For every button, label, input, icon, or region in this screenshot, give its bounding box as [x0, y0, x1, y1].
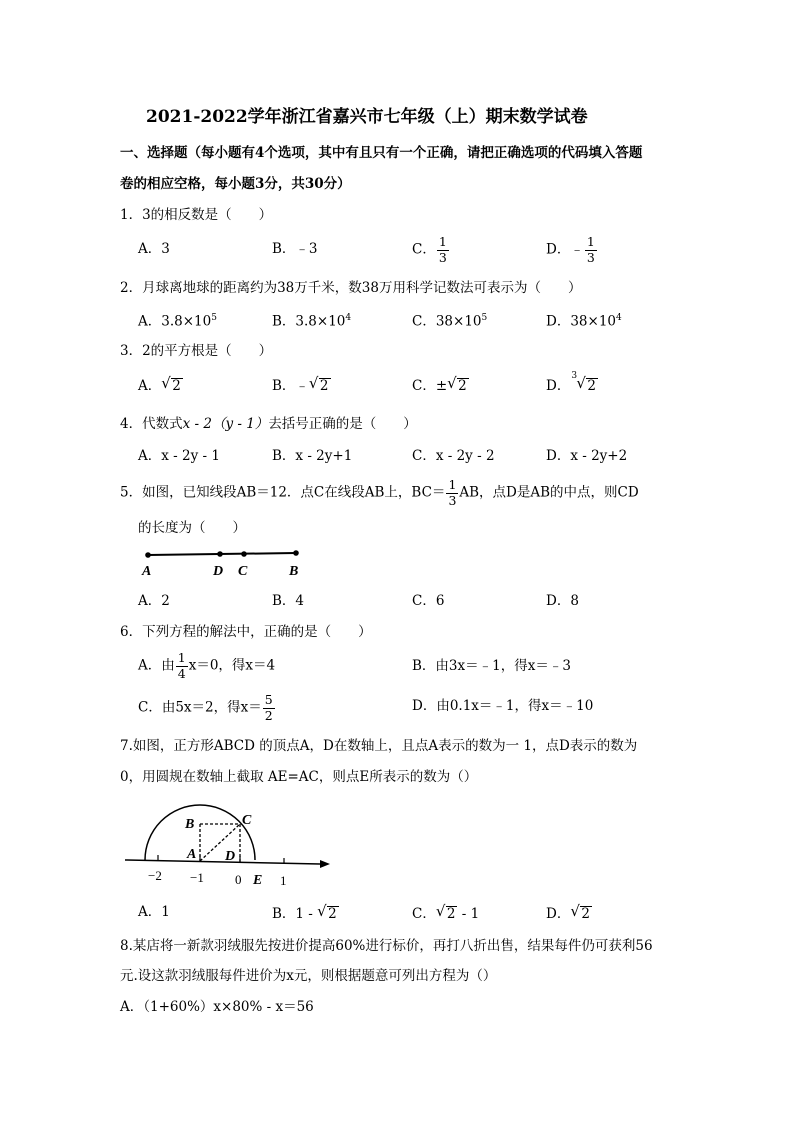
point-c	[241, 551, 247, 557]
q2-option-c	[412, 314, 487, 329]
q3-option-a-label: A．	[138, 378, 162, 394]
question-2-stem: 2．月球离地球的距离约为38万千米，数38万用科学记数法可表示为（ ）	[120, 280, 582, 296]
fraction-denominator: 3	[586, 249, 595, 265]
fraction-denominator: 2	[264, 707, 273, 723]
q6-option-a-suffix: x＝0，得x＝4	[188, 657, 276, 674]
q1-option-c	[412, 236, 450, 264]
label-c: C	[242, 813, 252, 828]
q7-option-c	[412, 902, 480, 922]
fraction-numerator: 1	[438, 234, 447, 249]
q3-option-c-label: C．±	[412, 378, 448, 394]
radicand: 2	[587, 378, 596, 394]
fraction-numerator: 1	[586, 234, 595, 249]
point-b	[293, 550, 299, 556]
sqrt-symbol	[435, 902, 458, 922]
q5-option-c: C．6	[412, 593, 445, 609]
question-6-stem: 6．下列方程的解法中，正确的是（ ）	[120, 624, 372, 640]
point-a	[145, 552, 151, 558]
label-a: A	[142, 564, 152, 579]
q3-option-c	[412, 374, 469, 394]
fraction-numerator: 1	[448, 477, 457, 492]
sqrt-symbol	[570, 902, 592, 922]
q7-option-c-suffix: - 1	[457, 906, 480, 922]
fraction-numerator: 5	[264, 692, 273, 707]
q4-stem-prefix: 4．代数式	[120, 416, 183, 432]
point-d	[217, 551, 223, 557]
q8-option-a: A．（1+60%）x×80% - x＝56	[120, 999, 314, 1015]
q6-option-c-prefix: C．由5x＝2，得x＝	[138, 699, 262, 716]
q4-stem-suffix: 去括号正确的是（ ）	[268, 416, 417, 432]
radical-sign: √	[576, 374, 586, 392]
q5-option-a: A．2	[138, 593, 170, 609]
fraction-denominator: 3	[438, 249, 447, 265]
fraction-denominator: 3	[448, 492, 457, 508]
section-heading-line2: 卷的相应空格，每小题3分，共30分）	[120, 176, 351, 192]
sqrt-symbol	[161, 374, 183, 394]
label-e: E	[253, 873, 263, 888]
q6-option-c	[138, 694, 276, 722]
q2-option-a-text: A．3.8×10	[138, 313, 212, 330]
radical-sign: √	[435, 902, 446, 920]
q5-option-d: D．8	[546, 593, 579, 609]
q4-expression: x - 2（y - 1）	[182, 416, 269, 432]
q7-option-a: A．1	[138, 904, 170, 920]
label-c: C	[238, 564, 248, 579]
q5-option-b: B．4	[272, 593, 305, 609]
q5-fraction	[446, 479, 458, 507]
question-5-stem-line2: 的长度为（ ）	[138, 520, 246, 536]
radicand: 2	[328, 906, 337, 922]
q3-option-b	[272, 374, 331, 394]
q1-option-b: B．﹣3	[272, 241, 318, 257]
q7-option-d	[546, 902, 592, 922]
q7-option-b	[272, 902, 339, 922]
q6-option-a-prefix: A．由	[138, 657, 175, 674]
q6-option-d: D．由0.1x＝﹣1，得x＝﹣10	[412, 698, 594, 714]
q7-option-c-label: C．	[412, 906, 436, 922]
radical-sign: √	[570, 902, 580, 920]
question-7-line2: 0，用圆规在数轴上截取 AE=AC，则点E所表示的数为（）	[120, 769, 478, 785]
q4-option-c: C．x - 2y - 2	[412, 448, 495, 464]
radical-sign: √	[308, 374, 319, 392]
question-8-line1: 8.某店将一新款羽绒服先按进价提高60%进行标价，再打八折出售，结果每件仍可获利56	[120, 938, 653, 954]
exponent: 4	[616, 313, 622, 323]
q7-option-d-label: D．	[546, 906, 571, 922]
q2-option-c-text: C．38×10	[412, 313, 482, 330]
label-d: D	[213, 564, 224, 579]
q6-option-a	[138, 652, 275, 680]
question-5-stem	[120, 479, 639, 507]
q2-option-a	[138, 314, 217, 329]
label-d: D	[225, 849, 236, 864]
q1-option-d	[546, 236, 598, 264]
sqrt-symbol	[317, 902, 339, 922]
label-b: B	[289, 564, 299, 579]
question-8-line2: 元.设这款羽绒服每件进价为x元，则根据题意可列出方程为（）	[120, 968, 497, 984]
q6-option-a-fraction	[176, 652, 188, 680]
section-heading-line1: 一、选择题（每小题有4个选项，其中有且只有一个正确，请把正确选项的代码填入答题	[120, 145, 643, 161]
q5-line-segment-figure	[136, 545, 316, 581]
q3-option-a	[138, 374, 183, 394]
tick-label-minus-2: −2	[148, 868, 162, 883]
radical-sign: √	[161, 374, 171, 392]
cube-root-symbol	[571, 371, 598, 394]
radicand: 2	[172, 378, 181, 394]
q4-option-b: B．x - 2y+1	[272, 448, 353, 464]
fraction-numerator: 1	[177, 650, 186, 665]
q2-option-d-text: D．38×10	[546, 313, 616, 330]
radical-sign: √	[317, 902, 327, 920]
q3-option-d-label: D．	[546, 378, 571, 394]
q3-option-d	[546, 371, 598, 394]
q6-option-c-fraction	[263, 694, 275, 722]
fraction-denominator: 4	[177, 665, 186, 681]
radicand: 2	[458, 378, 467, 394]
q5-stem-suffix: AB，点D是AB的中点，则CD	[459, 484, 639, 501]
number-line	[125, 860, 320, 864]
q1-option-c-fraction	[437, 236, 449, 264]
tick-label-minus-1: −1	[190, 870, 204, 885]
arrow-head-icon	[320, 860, 330, 868]
q1-option-d-label: D．﹣	[546, 241, 584, 258]
root-index: 3	[571, 371, 578, 381]
sqrt-symbol	[308, 374, 331, 394]
question-4-stem	[120, 418, 417, 432]
question-3-stem: 3．2的平方根是（ ）	[120, 343, 273, 359]
tick-label-zero: 0	[235, 872, 242, 887]
label-b: B	[185, 817, 195, 832]
q4-option-d: D．x - 2y+2	[546, 448, 628, 464]
q2-option-d	[546, 314, 622, 329]
q6-option-b: B．由3x＝﹣1，得x＝﹣3	[412, 658, 571, 674]
q5-stem-prefix: 5．如图，已知线段AB＝12．点C在线段AB上，BC＝	[120, 484, 446, 501]
question-1-stem: 1．3的相反数是（ ）	[120, 207, 273, 223]
q1-option-c-label: C．	[412, 241, 436, 258]
exponent: 5	[211, 313, 217, 323]
q2-option-b-text: B．3.8×10	[272, 313, 346, 330]
sqrt-symbol	[447, 374, 469, 394]
radicand: 2	[319, 378, 329, 394]
radicand: 2	[581, 906, 590, 922]
exponent: 4	[345, 313, 352, 323]
q7-option-b-label: B．1 -	[272, 906, 318, 922]
page-title: 2021-2022学年浙江省嘉兴市七年级（上）期末数学试卷	[146, 107, 588, 127]
q3-option-b-label: B．﹣	[272, 378, 309, 394]
question-7-line1: 7.如图，正方形ABCD 的顶点A，D在数轴上，且点A表示的数为一 1，点D表示的数为	[120, 738, 638, 754]
exponent: 5	[481, 313, 488, 323]
q1-option-d-fraction	[585, 236, 597, 264]
q2-option-b	[272, 314, 351, 329]
tick-label-one: 1	[280, 873, 287, 888]
radicand: 2	[446, 906, 456, 922]
radical-sign: √	[447, 374, 457, 392]
q7-number-line-figure	[120, 800, 335, 892]
q1-option-a: A．3	[138, 241, 170, 257]
q4-option-a: A．x - 2y - 1	[138, 448, 220, 464]
label-a: A	[187, 847, 197, 862]
